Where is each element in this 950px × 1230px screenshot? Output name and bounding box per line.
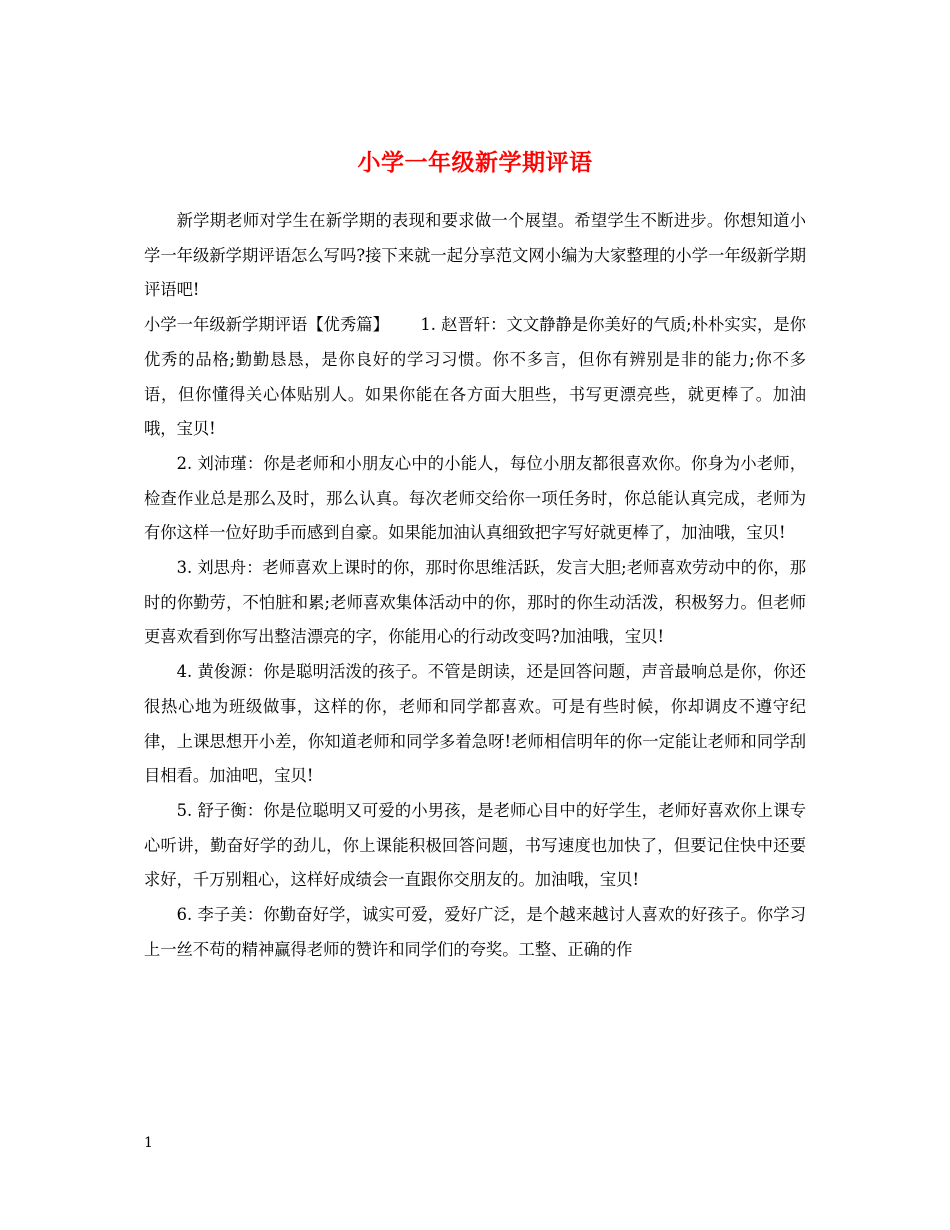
intro-paragraph: 新学期老师对学生在新学期的表现和要求做一个展望。希望学生不断进步。你想知道小学一年级新学期评语怎么写吗?接下来就一起分享范文网小编为大家整理的小学一年级新学期评语吧! — [144, 211, 806, 300]
heading-spacer — [389, 315, 420, 334]
document-body — [144, 204, 806, 967]
section-paragraph — [144, 308, 806, 447]
comment-item-5: 5. 舒子衡：你是位聪明又可爱的小男孩，是老师心目中的好学生，老师好喜欢你上课专心听讲，勤奋好学的劲儿，你上课能积极回答问题，书写速度也加快了，但要记住快中还要求好，千万别粗心，这样好成绩会一直跟你交朋友的。加油哦，宝贝! — [144, 800, 806, 890]
comment-item-2: 2. 刘沛瑾：你是老师和小朋友心中的小能人，每位小朋友都很喜欢你。你身为小老师，检查作业总是那么及时，那么认真。每次老师交给你一项任务时，你总能认真完成，老师为有你这样一位好助手而感到自豪。如果能加油认真细致把字写好就更棒了，加油哦，宝贝! — [144, 453, 806, 543]
page-number: 1 — [144, 1135, 153, 1151]
document-title: 小学一年级新学期评语 — [357, 149, 593, 177]
comment-item-4: 4. 黄俊源：你是聪明活泼的孩子。不管是朗读，还是回答问题，声音最响总是你，你还很热心地为班级做事，这样的你，老师和同学都喜欢。可是有些时候，你却调皮不遵守纪律，上课思想开小差，你知道老师和同学多着急呀!老师相信明年的你一定能让老师和同学刮目相看。加油吧，宝贝! — [144, 662, 806, 786]
comment-item-3: 3. 刘思舟：老师喜欢上课时的你，那时你思维活跃，发言大胆;老师喜欢劳动中的你，那时的你勤劳，不怕脏和累;老师喜欢集体活动中的你，那时的你生动活泼，积极努力。但老师更喜欢看到你写出整洁漂亮的字，你能用心的行动改变吗?加油哦，宝贝! — [144, 558, 806, 647]
comment-item-6: 6. 李子美：你勤奋好学，诚实可爱，爱好广泛，是个越来越讨人喜欢的好孩子。你学习上一丝不苟的精神赢得老师的赞许和同学们的夸奖。工整、正确的作 — [144, 905, 806, 959]
comment-item-1: 1. 赵晋轩：文文静静是你美好的气质;朴朴实实，是你优秀的品格;勤勤恳恳，是你良好的学习习惯。你不多言，但你有辨别是非的能力;你不多语，但你懂得关心体贴别人。如果你能在各方面大胆些，书写更漂亮些，就更棒了。加油哦，宝贝! — [144, 315, 806, 439]
section-heading: 小学一年级新学期评语【优秀篇】 — [144, 315, 390, 335]
